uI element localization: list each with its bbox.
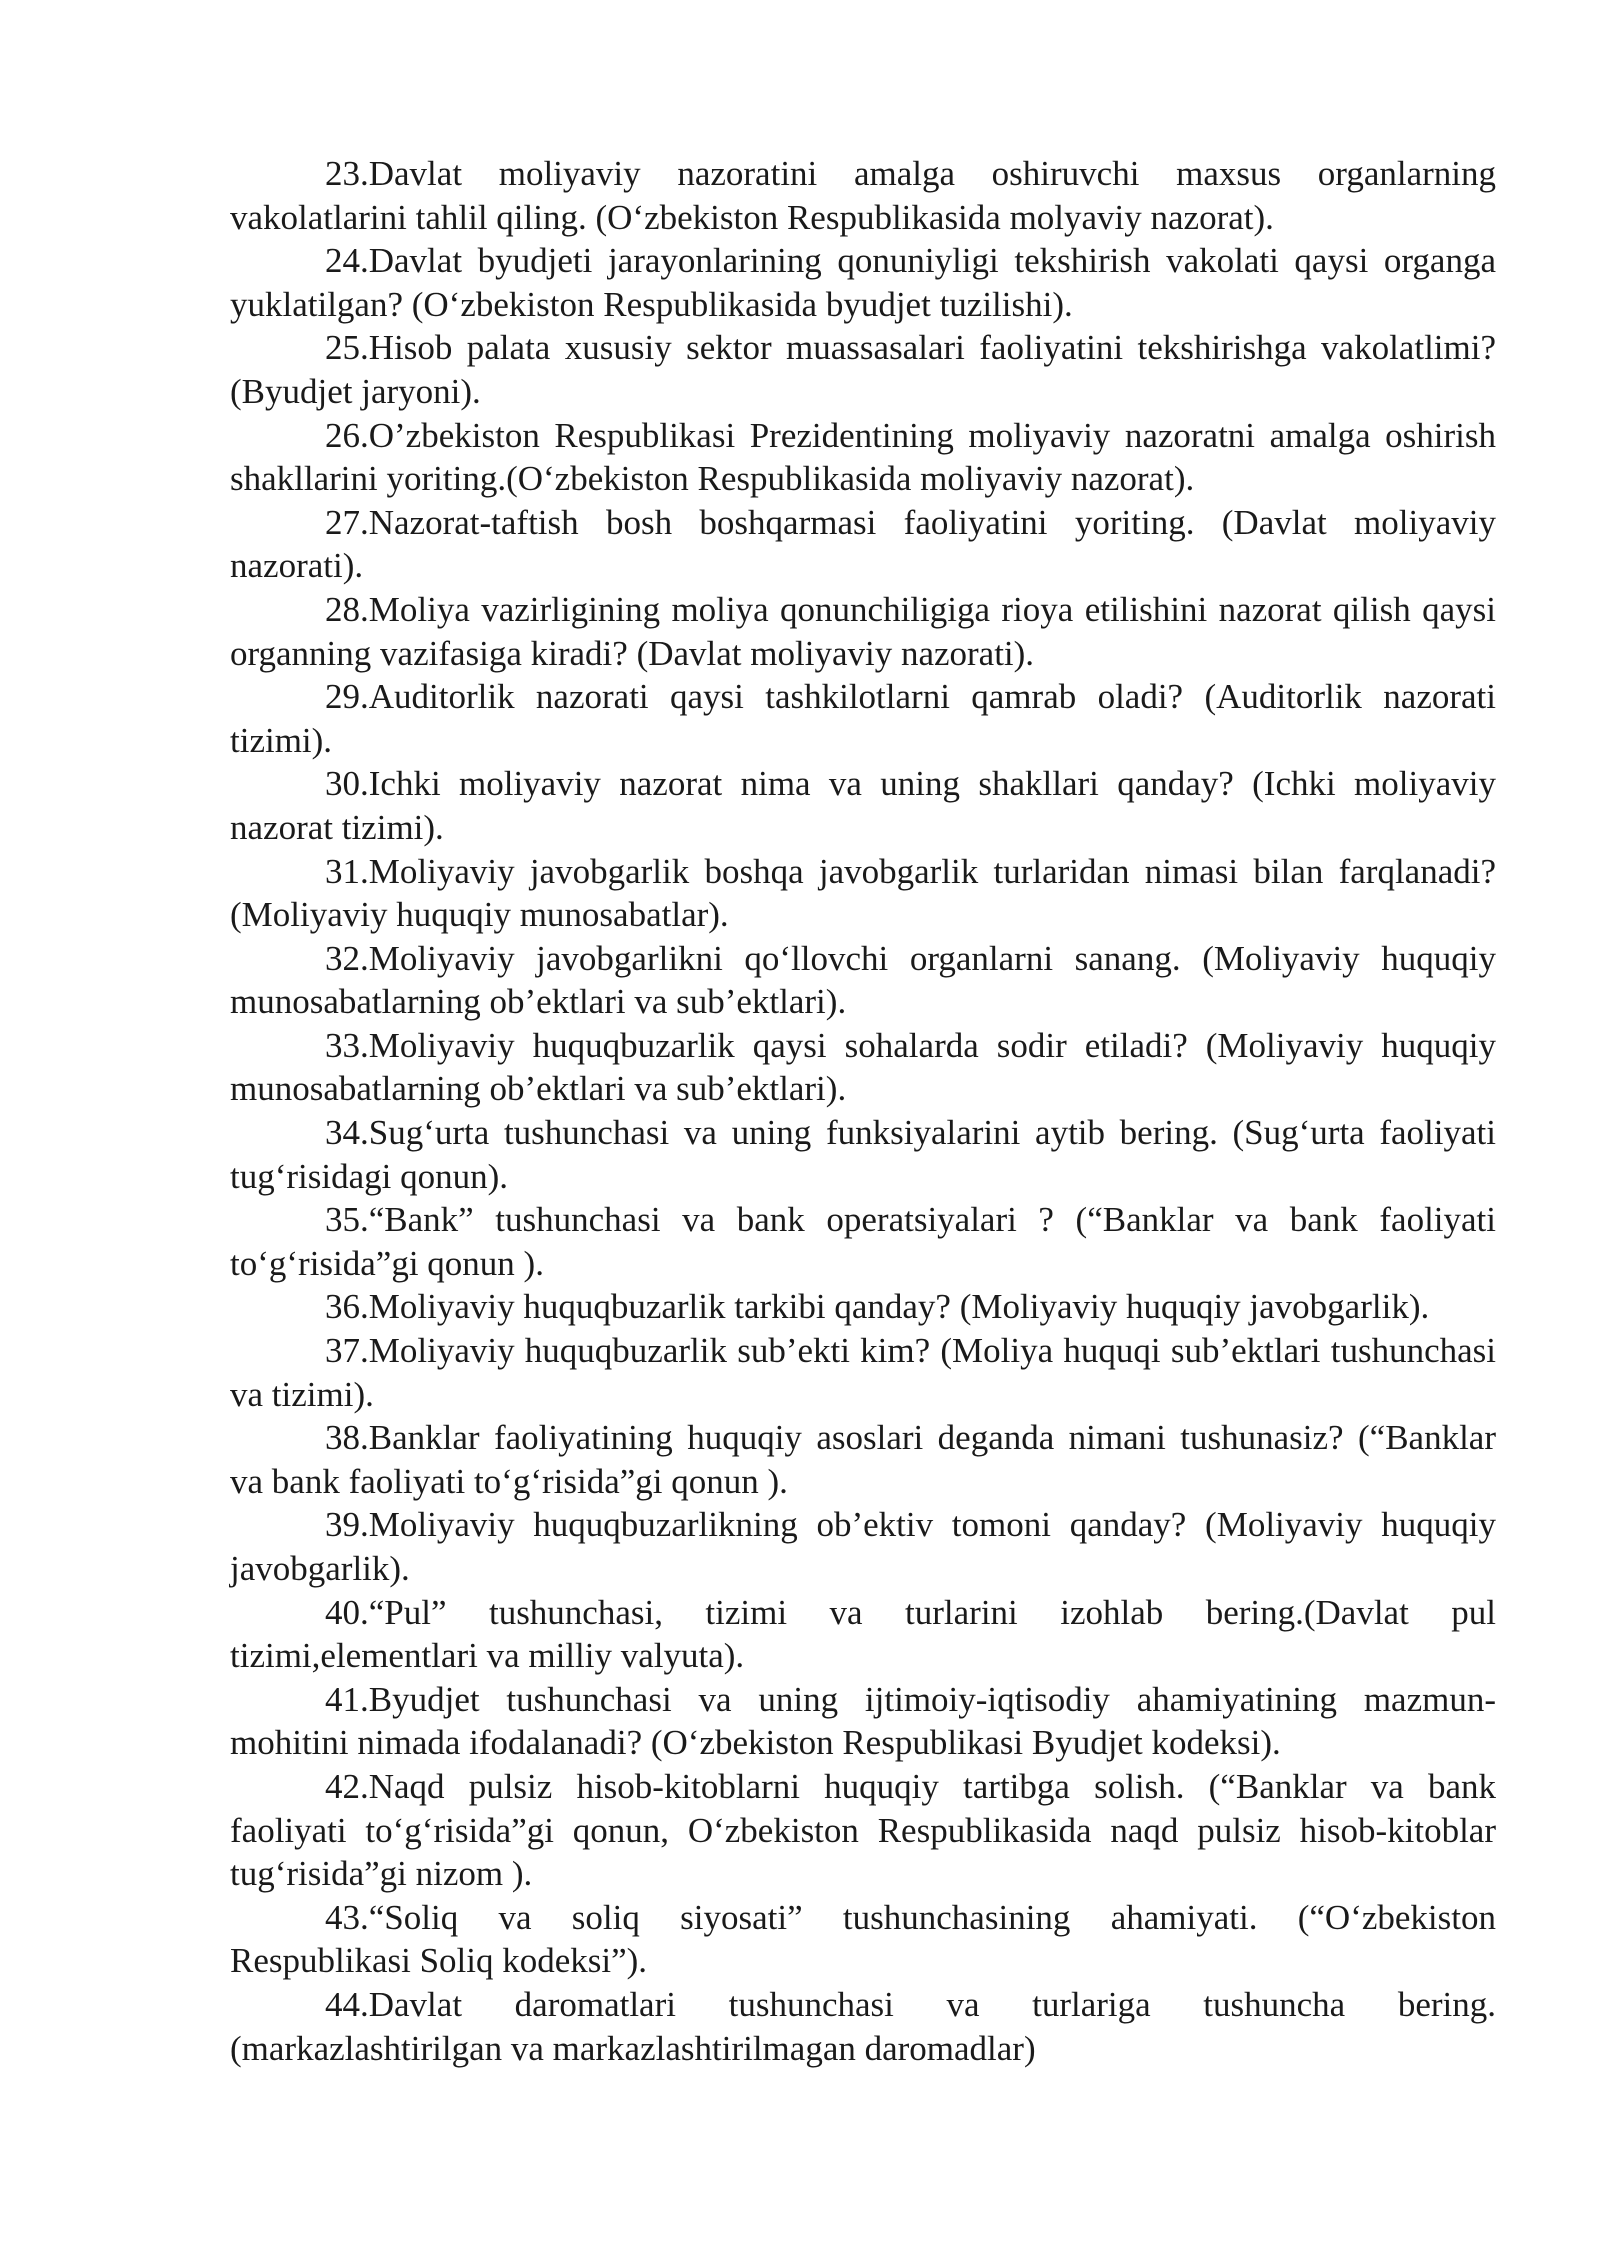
- question-item-29: 29.Auditorlik nazorati qaysi tashkilotlarni qamrab oladi? (Auditorlik nazorati tizimi).: [230, 677, 1496, 760]
- question-item-25: 25.Hisob palata xususiy sektor muassasalari faoliyatini tekshirishga vakolatlimi? (Byudjet jaryoni).: [230, 328, 1496, 411]
- question-item-34: 34.Sug‘urta tushunchasi va uning funksiyalarini aytib bering. (Sug‘urta faoliyati tug‘risidagi qonun).: [230, 1113, 1496, 1196]
- question-item-37: 37.Moliyaviy huquqbuzarlik sub’ekti kim? (Moliya huquqi sub’ektlari tushunchasi va tizimi).: [230, 1331, 1496, 1414]
- question-item-30: 30.Ichki moliyaviy nazorat nima va uning shakllari qanday? (Ichki moliyaviy nazorat tizimi).: [230, 764, 1496, 847]
- question-item-41: 41.Byudjet tushunchasi va uning ijtimoiy-iqtisodiy ahamiyatining mazmun-mohitini nimada ifodalanadi? (O‘zbekiston Respublikasi Byudjet kodeksi).: [230, 1679, 1496, 1763]
- question-list: [230, 152, 1496, 2070]
- question-item-40: 40.“Pul” tushunchasi, tizimi va turlarini izohlab bering.(Davlat pul tizimi,elementlari va milliy valyuta).: [230, 1592, 1496, 1676]
- question-item-27: 27.Nazorat-taftish bosh boshqarmasi faoliyatini yoriting. (Davlat moliyaviy nazorati).: [230, 502, 1496, 586]
- question-item-32: 32.Moliyaviy javobgarlikni qo‘llovchi organlarni sanang. (Moliyaviy huquqiy munosabatlarning ob’ektlari va sub’ektlari).: [230, 938, 1496, 1022]
- question-item-38: 38.Banklar faoliyatining huquqiy asoslari deganda nimani tushunasiz? (“Banklar va bank faoliyati to‘g‘risida”gi qonun ).: [230, 1418, 1496, 1501]
- question-item-31: 31.Moliyaviy javobgarlik boshqa javobgarlik turlaridan nimasi bilan farqlanadi? (Moliyaviy huquqiy munosabatlar).: [230, 851, 1496, 935]
- question-item-26: 26.O’zbekiston Respublikasi Prezidentining moliyaviy nazoratni amalga oshirish shakllarini yoriting.(O‘zbekiston Respublikasida moliyaviy nazorat).: [230, 415, 1496, 499]
- question-item-43: 43.“Soliq va soliq siyosati” tushunchasining ahamiyati. (“O‘zbekiston Respublikasi Soliq kodeksi”).: [230, 1897, 1496, 1981]
- question-item-35: 35.“Bank” tushunchasi va bank operatsiyalari ? (“Banklar va bank faoliyati to‘g‘risida”gi qonun ).: [230, 1200, 1496, 1283]
- question-item-24: 24.Davlat byudjeti jarayonlarining qonuniyligi tekshirish vakolati qaysi organga yuklatilgan? (O‘zbekiston Respublikasida byudjet tuzilishi).: [230, 241, 1496, 324]
- question-item-42: 42.Naqd pulsiz hisob-kitoblarni huquqiy tartibga solish. (“Banklar va bank faoliyati to‘g‘risida”gi qonun, O‘zbekiston Respublikasida naqd pulsiz hisob-kitoblar tug‘risida”gi nizom ).: [230, 1766, 1496, 1894]
- question-item-44: 44.Davlat daromatlari tushunchasi va turlariga tushuncha bering. (markazlashtirilgan va markazlashtirilmagan daromadlar): [230, 1984, 1496, 2068]
- question-item-28: 28.Moliya vazirligining moliya qonunchiligiga rioya etilishini nazorat qilish qaysi organning vazifasiga kiradi? (Davlat moliyaviy nazorati).: [230, 589, 1496, 673]
- question-item-36: 36.Moliyaviy huquqbuzarlik tarkibi qanday? (Moliyaviy huquqiy javobgarlik).: [325, 1287, 1430, 1327]
- question-item-23: 23.Davlat moliyaviy nazoratini amalga oshiruvchi maxsus organlarning vakolatlarini tahlil qiling. (O‘zbekiston Respublikasida molyaviy nazorat).: [230, 154, 1496, 237]
- question-item-39: 39.Moliyaviy huquqbuzarlikning ob’ektiv tomoni qanday? (Moliyaviy huquqiy javobgarlik).: [230, 1505, 1496, 1588]
- question-item-33: 33.Moliyaviy huquqbuzarlik qaysi sohalarda sodir etiladi? (Moliyaviy huquqiy munosabatlarning ob’ektlari va sub’ektlari).: [230, 1025, 1496, 1109]
